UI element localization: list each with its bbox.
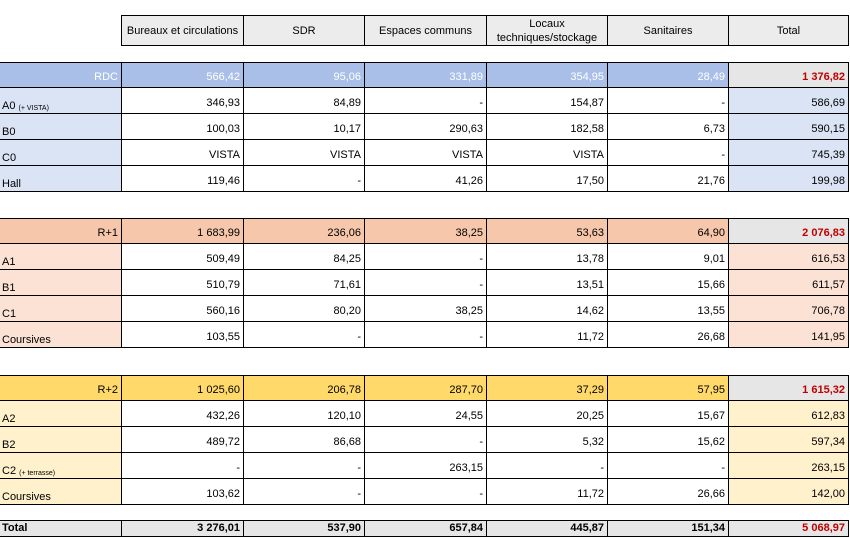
value-cell[interactable]: 13,78 [486,244,607,270]
value-cell[interactable]: 13,51 [486,270,607,296]
row-total-cell[interactable]: 612,83 [728,401,849,427]
value-cell[interactable]: 6,73 [607,114,728,140]
value-cell[interactable]: 489,72 [121,427,243,453]
value-cell[interactable]: 10,17 [243,114,364,140]
row-total-cell[interactable]: 199,98 [728,166,849,192]
row-label-text: C2 [2,465,17,477]
row-label-text: A0 [2,100,16,112]
value-cell[interactable]: - [364,88,486,114]
value-cell[interactable]: 41,26 [364,166,486,192]
value-cell[interactable]: - [243,453,364,479]
row-label[interactable] [0,88,121,114]
row-label[interactable]: C1 [0,296,121,322]
level-grand-cell[interactable]: 2 076,83 [728,218,849,244]
value-cell[interactable]: 5,32 [486,427,607,453]
row-label[interactable] [0,453,121,479]
value-cell[interactable]: 15,67 [607,401,728,427]
row-label[interactable]: Coursives [0,479,121,505]
level-total-cell[interactable]: 95,06 [243,62,364,88]
level-total-cell[interactable]: 53,63 [486,218,607,244]
table-row [0,427,850,453]
value-cell[interactable]: 80,20 [243,296,364,322]
grand-total-cell[interactable]: 151,34 [607,520,728,537]
value-cell[interactable]: - [364,244,486,270]
table-row [0,244,850,270]
level-total-cell[interactable]: 566,42 [121,62,243,88]
level-total-row-r2 [0,375,850,401]
row-total-cell[interactable]: 616,53 [728,244,849,270]
level-label[interactable]: R+1 [0,218,121,244]
row-label[interactable]: C0 [0,140,121,166]
value-cell[interactable]: 182,58 [486,114,607,140]
row-label[interactable]: Coursives [0,322,121,348]
value-cell[interactable]: 263,15 [364,453,486,479]
row-total-cell[interactable]: 745,39 [728,140,849,166]
value-cell[interactable]: 26,66 [607,479,728,505]
value-cell[interactable]: 14,62 [486,296,607,322]
header-total[interactable]: Total [728,15,849,46]
row-total-cell[interactable]: 706,78 [728,296,849,322]
value-cell[interactable]: 11,72 [486,479,607,505]
row-label[interactable]: B2 [0,427,121,453]
level-total-cell[interactable]: 64,90 [607,218,728,244]
value-cell[interactable]: VISTA [364,140,486,166]
header-row [0,15,850,46]
value-cell[interactable]: 560,16 [121,296,243,322]
grand-total-sum[interactable]: 5 068,97 [728,520,849,537]
value-cell[interactable]: - [607,140,728,166]
level-total-cell[interactable]: 1 025,60 [121,375,243,401]
value-cell[interactable]: - [243,479,364,505]
table-row [0,479,850,505]
level-label[interactable]: R+2 [0,375,121,401]
value-cell[interactable]: 509,49 [121,244,243,270]
row-total-cell[interactable]: 586,69 [728,88,849,114]
value-cell[interactable]: - [364,479,486,505]
grand-total-row [0,520,850,537]
value-cell[interactable]: 510,79 [121,270,243,296]
value-cell[interactable]: 86,68 [243,427,364,453]
value-cell[interactable]: - [243,322,364,348]
level-total-cell[interactable]: 28,49 [607,62,728,88]
level-total-cell[interactable]: 206,78 [243,375,364,401]
row-label-note: (+ VISTA) [18,105,49,112]
value-cell[interactable]: VISTA [243,140,364,166]
level-grand-cell[interactable]: 1 376,82 [728,62,849,88]
value-cell[interactable]: 84,25 [243,244,364,270]
value-cell[interactable]: - [243,166,364,192]
level-total-row-rdc [0,62,850,88]
value-cell[interactable]: 290,63 [364,114,486,140]
value-cell[interactable]: 24,55 [364,401,486,427]
header-sanitaires[interactable]: Sanitaires [607,15,728,46]
value-cell[interactable]: - [364,427,486,453]
value-cell[interactable]: 119,46 [121,166,243,192]
value-cell[interactable]: - [607,88,728,114]
header-sdr[interactable]: SDR [243,15,364,46]
table-row [0,88,850,114]
table-row [0,401,850,427]
value-cell[interactable]: - [364,270,486,296]
level-total-cell[interactable]: 37,29 [486,375,607,401]
table-row [0,114,850,140]
level-total-cell[interactable]: 354,95 [486,62,607,88]
value-cell[interactable]: - [486,453,607,479]
header-espaces-communs[interactable]: Espaces communs [364,15,486,46]
value-cell[interactable]: 103,55 [121,322,243,348]
value-cell[interactable]: - [364,322,486,348]
value-cell[interactable]: - [121,453,243,479]
value-cell[interactable]: - [607,453,728,479]
table-row [0,322,850,348]
row-total-cell[interactable]: 142,00 [728,479,849,505]
value-cell[interactable]: 15,66 [607,270,728,296]
level-total-cell[interactable]: 57,95 [607,375,728,401]
value-cell[interactable]: 13,55 [607,296,728,322]
grand-total-label[interactable]: Total [0,520,121,537]
level-total-cell[interactable]: 38,25 [364,218,486,244]
header-bureaux[interactable]: Bureaux et circulations [121,15,243,46]
header-corner [0,15,121,46]
header-locaux-techniques[interactable]: Locaux techniques/stockage [486,15,607,46]
value-cell[interactable]: 120,10 [243,401,364,427]
value-cell[interactable]: 9,01 [607,244,728,270]
table-row [0,453,850,479]
value-cell[interactable]: 154,87 [486,88,607,114]
value-cell[interactable]: 71,61 [243,270,364,296]
table-row [0,270,850,296]
row-label[interactable]: B0 [0,114,121,140]
value-cell[interactable]: VISTA [486,140,607,166]
value-cell[interactable]: 26,68 [607,322,728,348]
row-label[interactable]: B1 [0,270,121,296]
level-total-cell[interactable]: 331,89 [364,62,486,88]
value-cell[interactable]: 100,03 [121,114,243,140]
level-grand-cell[interactable]: 1 615,32 [728,375,849,401]
grand-total-cell[interactable]: 3 276,01 [121,520,243,537]
level-total-row-r1 [0,218,850,244]
row-total-cell[interactable]: 611,57 [728,270,849,296]
grand-total-cell[interactable]: 537,90 [243,520,364,537]
row-label[interactable]: Hall [0,166,121,192]
table-row [0,296,850,322]
grand-total-cell[interactable]: 445,87 [486,520,607,537]
row-label[interactable]: A2 [0,401,121,427]
level-total-cell[interactable]: 287,70 [364,375,486,401]
level-label[interactable]: RDC [0,62,121,88]
table-row [0,140,850,166]
value-cell[interactable]: 17,50 [486,166,607,192]
level-total-cell[interactable]: 1 683,99 [121,218,243,244]
value-cell[interactable]: 103,62 [121,479,243,505]
value-cell[interactable]: 84,89 [243,88,364,114]
row-label-note: (+ terrasse) [19,470,56,477]
table-row [0,166,850,192]
grand-total-cell[interactable]: 657,84 [364,520,486,537]
row-label[interactable]: A1 [0,244,121,270]
row-total-cell[interactable]: 597,34 [728,427,849,453]
value-cell[interactable]: 21,76 [607,166,728,192]
value-cell[interactable]: 11,72 [486,322,607,348]
value-cell[interactable]: 38,25 [364,296,486,322]
value-cell[interactable]: 15,62 [607,427,728,453]
value-cell[interactable]: 20,25 [486,401,607,427]
value-cell[interactable]: 432,26 [121,401,243,427]
value-cell[interactable]: VISTA [121,140,243,166]
level-total-cell[interactable]: 236,06 [243,218,364,244]
value-cell[interactable]: 346,93 [121,88,243,114]
row-total-cell[interactable]: 263,15 [728,453,849,479]
row-total-cell[interactable]: 141,95 [728,322,849,348]
row-total-cell[interactable]: 590,15 [728,114,849,140]
